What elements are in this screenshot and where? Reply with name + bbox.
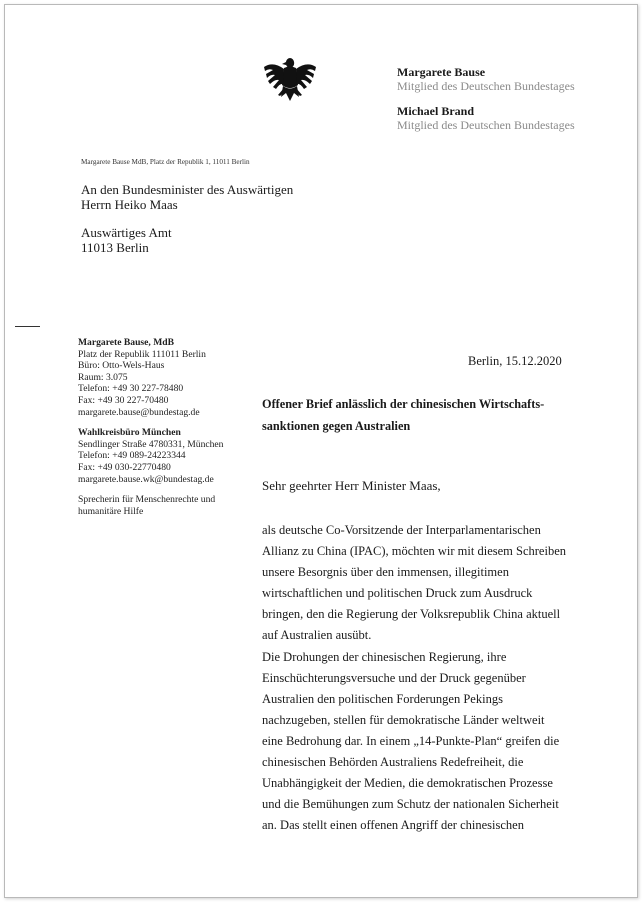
role-line: humanitäre Hilfe bbox=[78, 505, 144, 517]
letter-subject bbox=[262, 393, 592, 437]
member-1 bbox=[397, 65, 637, 93]
body-line: wirtschaftlichen und politischen Druck zum Ausdruck bbox=[262, 586, 533, 601]
letter-date: Berlin, 15.12.2020 bbox=[468, 354, 562, 368]
recipient-line: Auswärtiges Amt bbox=[81, 225, 172, 240]
salutation: Sehr geehrter Herr Minister Maas, bbox=[262, 478, 441, 493]
recipient-line: Herrn Heiko Maas bbox=[81, 197, 178, 212]
body-line: chinesischen Behörden Australiens Redefreiheit, die bbox=[262, 755, 524, 770]
body-line: Einschüchterungsversuche und der Druck gegenüber bbox=[262, 670, 526, 685]
subject-line: sanktionen gegen Australien bbox=[262, 419, 411, 433]
sender-return-address: Margarete Bause MdB, Platz der Republik 1, 11011 Berlin bbox=[81, 158, 250, 166]
recipient-line: An den Bundesminister des Auswärtigen bbox=[81, 182, 294, 197]
body-line: bringen, den die Regierung der Volksrepublik China aktuell bbox=[262, 607, 561, 622]
office-line: Fax: +49 30 227-70480 bbox=[78, 394, 169, 406]
body-line: eine Bedrohung dar. In einem „14-Punkte-Plan“ greifen die bbox=[262, 733, 560, 748]
body-line: nachzugeben, stellen für demokratische Länder weltweit bbox=[262, 712, 545, 727]
recipient-address bbox=[81, 182, 293, 255]
sender-info-sidebar bbox=[78, 337, 263, 517]
fold-mark bbox=[15, 326, 40, 327]
district-email: margarete.bause.wk@bundestag.de bbox=[78, 473, 214, 485]
office-line: Raum: 3.075 bbox=[78, 371, 128, 383]
member-title: Mitglied des Deutschen Bundestages bbox=[397, 79, 575, 93]
body-line: Australien den politischen Forderungen Pekings bbox=[262, 691, 503, 706]
bundestag-eagle-icon bbox=[261, 55, 319, 105]
letter-page bbox=[4, 4, 638, 898]
district-line: Sendlinger Straße 4780331, München bbox=[78, 438, 224, 450]
office-line: Telefon: +49 30 227-78480 bbox=[78, 383, 184, 395]
office-title: Margarete Bause, MdB bbox=[78, 337, 175, 348]
office-line: Büro: Otto-Wels-Haus bbox=[78, 360, 165, 372]
letterhead-members bbox=[397, 65, 637, 143]
body-line: an. Das stellt einen offenen Angriff der chinesischen bbox=[262, 818, 524, 833]
body-line: Unabhängigkeit der Medien, die demokratischen Prozesse bbox=[262, 776, 553, 791]
member-name: Michael Brand bbox=[397, 104, 474, 118]
body-line: unsere Besorgnis über den immensen, illegitimen bbox=[262, 565, 509, 580]
subject-line: Offener Brief anlässlich der chinesischen Wirtschafts- bbox=[262, 397, 545, 411]
body-line: Die Drohungen der chinesischen Regierung, ihre bbox=[262, 649, 507, 664]
district-line: Telefon: +49 089-24223344 bbox=[78, 450, 186, 462]
recipient-line: 11013 Berlin bbox=[81, 240, 149, 255]
letter-body bbox=[262, 520, 602, 836]
body-line: als deutsche Co-Vorsitzende der Interparlamentarischen bbox=[262, 523, 541, 537]
district-line: Fax: +49 030-22770480 bbox=[78, 461, 171, 473]
office-line: Platz der Republik 111011 Berlin bbox=[78, 348, 206, 360]
body-line: und die Bemühungen zum Schutz der nationalen Sicherheit bbox=[262, 797, 559, 812]
district-title: Wahlkreisbüro München bbox=[78, 427, 181, 439]
member-name: Margarete Bause bbox=[397, 65, 486, 79]
member-title: Mitglied des Deutschen Bundestages bbox=[397, 118, 575, 132]
role-line: Sprecherin für Menschenrechte und bbox=[78, 494, 216, 506]
body-line: auf Australien ausübt. bbox=[262, 628, 372, 643]
office-email: margarete.bause@bundestag.de bbox=[78, 406, 200, 418]
body-line: Allianz zu China (IPAC), möchten wir mit diesem Schreiben bbox=[262, 544, 566, 559]
member-2 bbox=[397, 104, 637, 132]
